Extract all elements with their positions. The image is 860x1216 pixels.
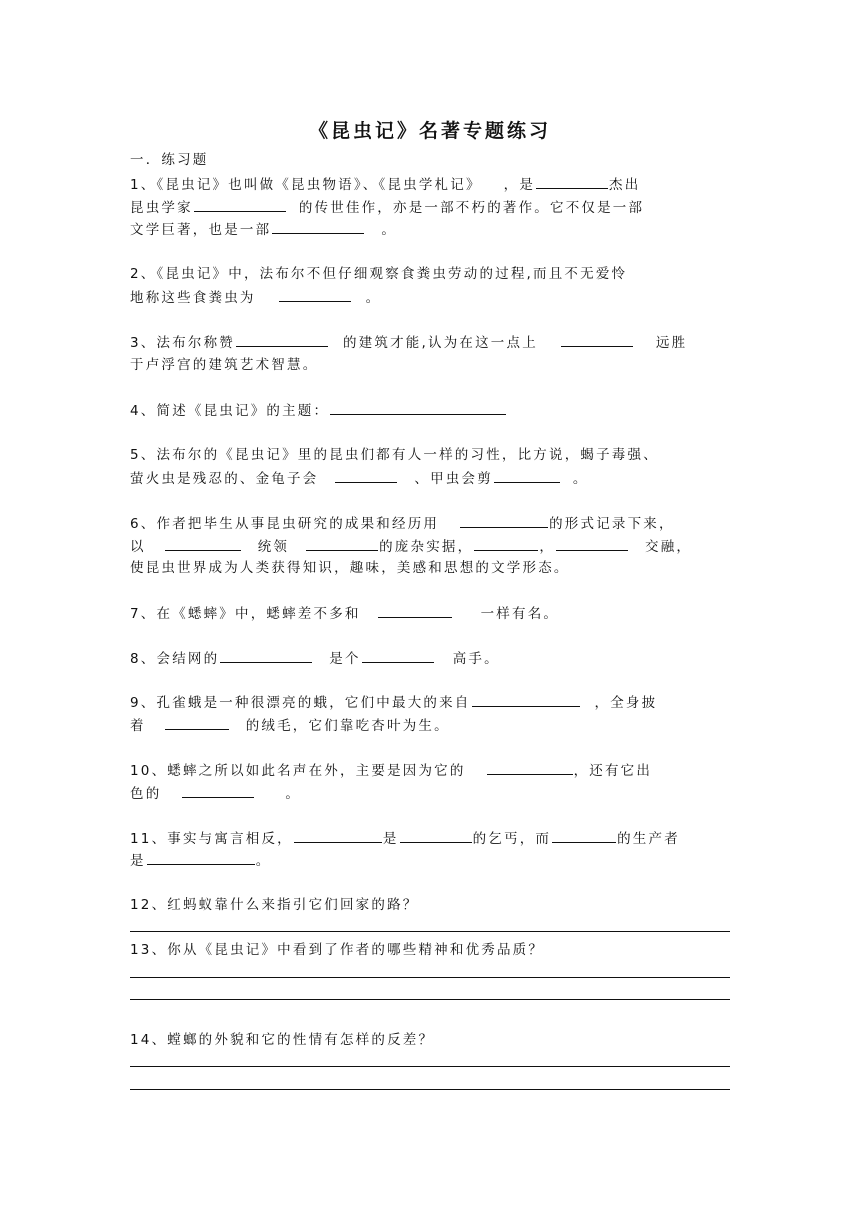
q2-text-b: 地称这些食粪虫为 bbox=[130, 290, 256, 306]
q5-text-c: 、甲虫会剪 bbox=[414, 471, 493, 487]
question-13-line-1: 13、你从《昆虫记》中看到了作者的哪些精神和优秀品质？ bbox=[130, 942, 545, 958]
question-9-line-1 bbox=[130, 692, 657, 713]
q9-text-a: 9、孔雀蛾是一种很漂亮的蛾，它们中最大的来自 bbox=[130, 695, 471, 711]
q11-blank-4[interactable] bbox=[147, 850, 255, 865]
question-4-line-1 bbox=[130, 400, 507, 421]
q5-text-d: 。 bbox=[572, 471, 589, 487]
q3-text-b: 的建筑才能,认为在这一点上 bbox=[343, 335, 538, 351]
q6-blank-5[interactable] bbox=[556, 536, 628, 551]
q7-text-b: 一样有名。 bbox=[480, 606, 560, 622]
question-7-line-1 bbox=[130, 603, 559, 624]
q9-blank-1[interactable] bbox=[472, 692, 580, 707]
q1-text-a: 1、《昆虫记》也叫做《昆虫物语》、《昆虫学札记》 bbox=[130, 177, 482, 193]
question-3-line-1 bbox=[130, 332, 687, 353]
question-10-line-2 bbox=[130, 783, 301, 804]
q1-blank-1[interactable] bbox=[536, 174, 608, 189]
q1-text-c: 杰出 bbox=[609, 177, 641, 193]
q10-text-b: ，还有它出 bbox=[573, 763, 653, 779]
q6-text-b: 的形式记录下来， bbox=[549, 516, 675, 532]
q9-blank-2[interactable] bbox=[165, 715, 229, 730]
q10-text-a: 10、蟋蟀之所以如此名声在外，主要是因为它的 bbox=[130, 763, 466, 779]
question-1-line-1 bbox=[130, 174, 640, 195]
q10-blank-2[interactable] bbox=[182, 783, 254, 798]
q1-text-g: 。 bbox=[381, 222, 398, 238]
section-heading: 一．练习题 bbox=[130, 152, 209, 168]
question-10-line-1 bbox=[130, 760, 652, 781]
q6-blank-1[interactable] bbox=[460, 513, 548, 528]
q6-text-f: ， bbox=[539, 539, 556, 555]
q6-text-c: 以 bbox=[130, 539, 146, 555]
q11-blank-1[interactable] bbox=[294, 828, 382, 843]
q11-blank-2[interactable] bbox=[400, 828, 472, 843]
q4-blank-1[interactable] bbox=[330, 400, 506, 415]
q7-blank-1[interactable] bbox=[378, 603, 452, 618]
q9-text-b: ，全身披 bbox=[594, 695, 658, 711]
q12-answer-line-1[interactable] bbox=[130, 931, 730, 932]
q5-text-b: 萤火虫是残忍的、金龟子会 bbox=[130, 471, 319, 487]
question-5-line-2 bbox=[130, 468, 589, 489]
q11-text-b: 是 bbox=[382, 831, 399, 847]
q11-blank-3[interactable] bbox=[552, 828, 616, 843]
q2-blank-1[interactable] bbox=[279, 287, 351, 302]
q1-text-b: ，是 bbox=[503, 177, 536, 193]
q14-answer-line-2[interactable] bbox=[130, 1089, 730, 1090]
q7-text-a: 7、在《蟋蟀》中，蟋蟀差不多和 bbox=[130, 606, 361, 622]
q6-blank-4[interactable] bbox=[474, 536, 538, 551]
q9-text-d: 的绒毛，它们靠吃杏叶为生。 bbox=[245, 718, 450, 734]
question-6-line-2 bbox=[130, 536, 692, 557]
question-5-line-1: 5、法布尔的《昆虫记》里的昆虫们都有人一样的习性，比方说，蝎子毒强、 bbox=[130, 447, 659, 463]
q11-text-a: 11、事实与寓言相反， bbox=[130, 831, 293, 847]
q10-text-d: 。 bbox=[285, 786, 302, 802]
question-8-line-1 bbox=[130, 648, 500, 669]
question-1-line-3 bbox=[130, 219, 397, 240]
q6-blank-3[interactable] bbox=[306, 536, 378, 551]
q13-answer-line-1[interactable] bbox=[130, 977, 730, 978]
q1-blank-3[interactable] bbox=[272, 219, 364, 234]
q5-blank-2[interactable] bbox=[494, 468, 560, 483]
q10-blank-1[interactable] bbox=[487, 760, 573, 775]
q6-text-e: 的庞杂实据， bbox=[379, 539, 474, 555]
q3-blank-2[interactable] bbox=[561, 332, 633, 347]
q3-text-c: 远胜 bbox=[655, 335, 688, 351]
q8-text-c: 高手。 bbox=[452, 651, 500, 667]
q11-text-e: 是 bbox=[130, 853, 146, 869]
question-6-line-3: 使昆虫世界成为人类获得知识，趣味，美感和思想的文学形态。 bbox=[130, 560, 570, 576]
worksheet-title: 《昆虫记》名著专题练习 bbox=[308, 120, 551, 142]
q5-blank-1[interactable] bbox=[335, 468, 397, 483]
q3-blank-1[interactable] bbox=[236, 332, 328, 347]
q6-text-g: 交融， bbox=[645, 539, 693, 555]
question-3-line-2: 于卢浮宫的建筑艺术智慧。 bbox=[130, 357, 319, 373]
q1-text-e: 的传世佳作，亦是一部不朽的著作。它不仅是一部 bbox=[298, 200, 645, 216]
question-2-line-1: 2、《昆虫记》中，法布尔不但仔细观察食粪虫劳动的过程,而且不无爱怜 bbox=[130, 266, 628, 282]
q8-blank-2[interactable] bbox=[362, 648, 434, 663]
q1-text-f: 文学巨著，也是一部 bbox=[130, 222, 272, 238]
q14-answer-line-1[interactable] bbox=[130, 1066, 730, 1067]
q6-text-a: 6、作者把毕生从事昆虫研究的成果和经历用 bbox=[130, 516, 440, 532]
question-11-line-1 bbox=[130, 828, 680, 849]
q8-text-a: 8、会结网的 bbox=[130, 651, 220, 667]
q1-blank-2[interactable] bbox=[194, 197, 286, 212]
q8-text-b: 是个 bbox=[329, 651, 361, 667]
q6-blank-2[interactable] bbox=[165, 536, 241, 551]
q8-blank-1[interactable] bbox=[220, 648, 312, 663]
q11-text-f: 。 bbox=[255, 853, 272, 869]
q4-text-a: 4、简述《昆虫记》的主题： bbox=[130, 403, 330, 419]
q10-text-c: 色的 bbox=[130, 786, 162, 802]
question-9-line-2 bbox=[130, 715, 450, 736]
question-2-line-2 bbox=[130, 287, 381, 308]
q13-answer-line-2[interactable] bbox=[130, 999, 730, 1000]
q6-text-d: 统领 bbox=[257, 539, 290, 555]
question-14-line-1: 14、螳螂的外貌和它的性情有怎样的反差？ bbox=[130, 1032, 435, 1048]
question-12-line-1: 12、红蚂蚁靠什么来指引它们回家的路？ bbox=[130, 897, 419, 913]
question-1-line-2 bbox=[130, 197, 644, 218]
q3-text-a: 3、法布尔称赞 bbox=[130, 335, 235, 351]
question-11-line-2 bbox=[130, 850, 271, 871]
q1-text-d: 昆虫学家 bbox=[130, 200, 193, 216]
q9-text-c: 着 bbox=[130, 718, 146, 734]
q11-text-c: 的乞丐，而 bbox=[472, 831, 552, 847]
q2-text-c: 。 bbox=[365, 290, 382, 306]
q11-text-d: 的生产者 bbox=[617, 831, 680, 847]
question-6-line-1 bbox=[130, 513, 675, 534]
